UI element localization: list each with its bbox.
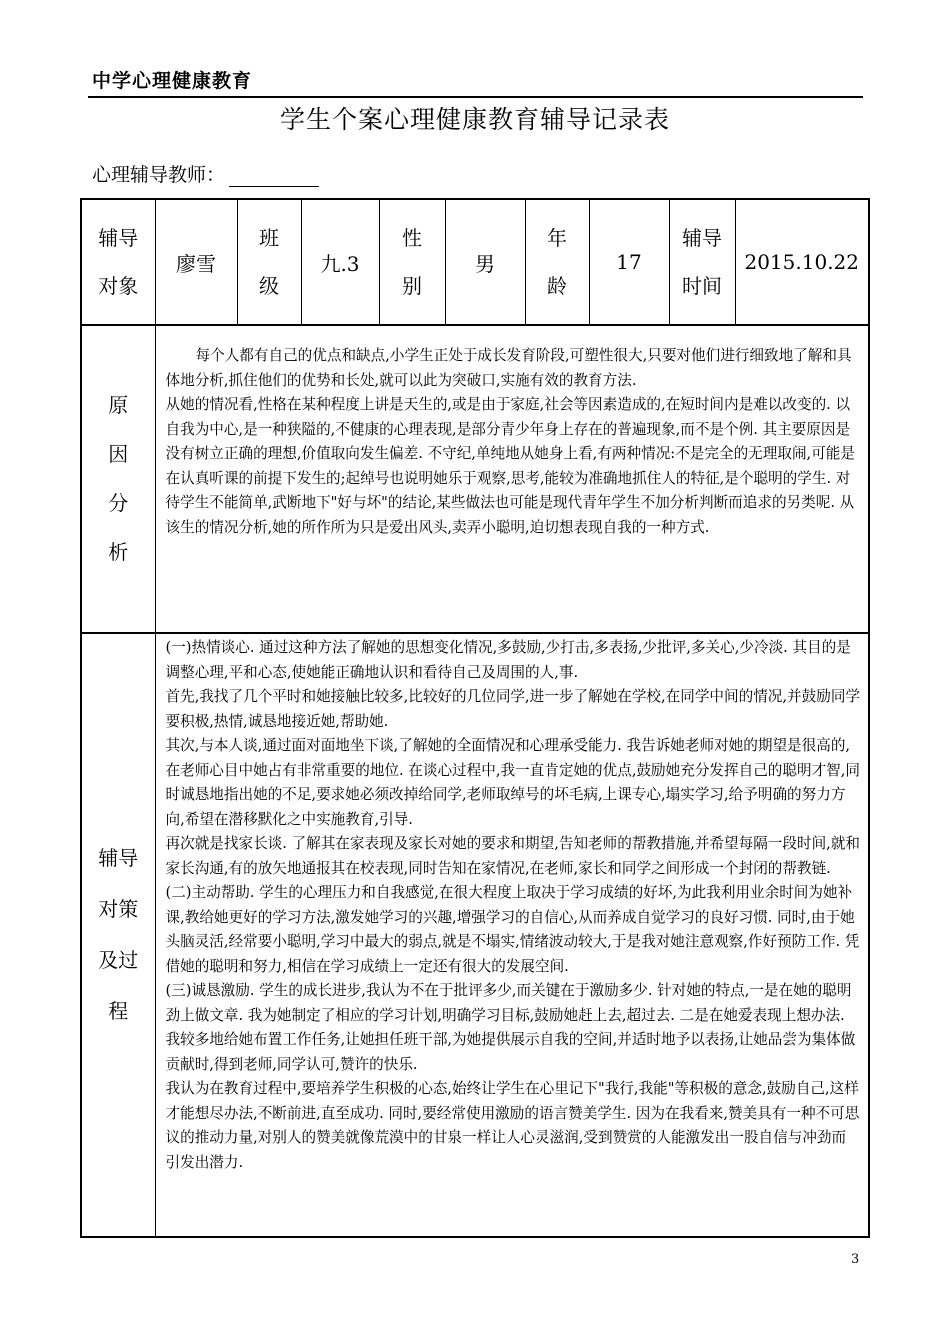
strategy-label-cell [81, 633, 155, 1237]
strategy-label-line: 辅导 [98, 846, 139, 870]
age-label-cell [525, 199, 589, 325]
cause-label-char: 分 [108, 491, 129, 515]
strategy-content [155, 633, 869, 1237]
strategy-label-line: 对策 [98, 897, 139, 921]
time-label-line2: 时间 [682, 274, 722, 298]
strategy-label-line: 及过 [98, 948, 139, 972]
cause-paragraph: 从她的情况看,性格在某种程度上讲是天生的,或是由于家庭,社会等因素造成的,在短时间内是难以改变的. 以自我为中心,是一种狭隘的,不健康的心理表现,是部分青少年身上存在的普遍现象,而不是个例. 其主要原因是没有树立正确的理想,价值取向发生偏差. 不守纪,单纯地从她身上看,有两种情况:不是完全的无理取闹,可能是在认真听课的前提下发生的;起绰号也说明她乐于观察,思考,能较为准确地抓住人的特征,是个聪明的学生. 对待学生不能简单,武断地下"好与坏"的结论,某些做法也可能是现代青年学生不加分析判断而追求的另类呢. 从该生的情况分析,她的所作所为只是爱出风头,卖弄小聪明,迫切想表现自我的一种方式. [165, 396, 855, 536]
strategy-label-line: 程 [108, 999, 129, 1023]
record-table [80, 198, 870, 1238]
teacher-blank-line [229, 164, 319, 187]
page-title: 学生个案心理健康教育辅导记录表 [279, 105, 670, 134]
teacher-field [92, 160, 319, 187]
cause-row [81, 325, 869, 633]
strategy-paragraph: (三)诚恳激励. 学生的成长进步,我认为不在于批评多少,而关键在于激励多少. 针对她的特点,一是在她的聪明劲上做文章. 我为她制定了相应的学习计划,明确学习目标,鼓励她赶上去,超过去. 二是在她爱表现上想办法. 我较多地给她布置工作任务,让她担任班干部,为她提供展示自我的空间,并适时地予以表扬,让她品尝为集体做贡献时,得到老师,同学认可,赞许的快乐. [165, 982, 856, 1073]
strategy-paragraph: 我认为在教育过程中,要培养学生积极的心态,始终让学生在心里记下"我行,我能"等积极的意念,鼓励自己,这样才能想尽办法,不断前进,直至成功. 同时,要经常使用激励的语言赞美学生. 因为在我看来,赞美具有一种不可思议的推动力量,对别人的赞美就像荒漠中的甘泉一样让人心灵滋润,受到赞赏的人能激发出一股自信与冲劲而引发出潜力. [165, 1080, 860, 1171]
gender-label-line1: 性 [402, 226, 422, 250]
cause-paragraph: 每个人都有自己的优点和缺点,小学生正处于成长发育阶段,可塑性很大,只要对他们进行细致地了解和具体地分析,抓住他们的优势和长处,就可以此为突破口,实施有效的教育方法. [165, 347, 852, 389]
strategy-paragraph: (二)主动帮助. 学生的心理压力和自我感觉,在很大程度上取决于学习成绩的好坏,为此我利用业余时间为她补课,教给她更好的学习方法,激发她学习的兴趣,增强学习的自信心,从而养成自觉学习的良好习惯. 同时,由于她头脑灵活,经常要小聪明,学习中最大的弱点,就是不塌实,情绪波动较大,于是我对她注意观察,作好预防工作. 凭借她的聪明和努力,相信在学习成绩上一定还有很大的发展空间. [165, 884, 860, 975]
strategy-paragraph: 首先,我找了几个平时和她接触比较多,比较好的几位同学,进一步了解她在学校,在同学中间的情况,并鼓励同学要积极,热情,诚恳地接近她,帮助她. [165, 688, 861, 730]
cause-content [155, 325, 869, 633]
class-label-line2: 级 [259, 274, 279, 298]
target-label-line1: 辅导 [98, 226, 139, 250]
target-value: 廖雪 [155, 199, 237, 325]
gender-value: 男 [445, 199, 525, 325]
cause-label-char: 析 [108, 540, 129, 564]
running-header: 中学心理健康教育 [92, 70, 253, 92]
cause-label-char: 原 [108, 393, 129, 417]
class-label-line1: 班 [259, 226, 279, 250]
age-label-line2: 龄 [547, 274, 567, 298]
cause-label-cell [81, 325, 155, 633]
age-label-line1: 年 [547, 226, 567, 250]
class-label-cell [237, 199, 301, 325]
strategy-paragraph: 其次,与本人谈,通过面对面地坐下谈,了解她的全面情况和心理承受能力. 我告诉她老师对她的期望是很高的,在老师心目中她占有非常重要的地位. 在谈心过程中,我一直肯定她的优点,鼓励她充分发挥自己的聪明才智,同时诚恳地指出她的不足,要求她必须改掉给同学,老师取绰号的坏毛病,上课专心,塌实学习,给予明确的努力方向,希望在潜移默化之中实施教育,引导. [165, 737, 861, 828]
target-label-line2: 对象 [98, 274, 139, 298]
gender-label-line2: 别 [402, 274, 422, 298]
gender-label-cell [379, 199, 445, 325]
class-value: 九.3 [301, 199, 379, 325]
info-row [81, 199, 869, 325]
time-label-line1: 辅导 [682, 226, 722, 250]
cause-label-char: 因 [108, 442, 129, 466]
age-value: 17 [589, 199, 669, 325]
page-number: 3 [851, 1252, 860, 1267]
strategy-paragraph: 再次就是找家长谈. 了解其在家表现及家长对她的要求和期望,告知老师的帮教措施,并希望每隔一段时间,就和家长沟通,有的放矢地通报其在校表现,同时告知在家情况,在老师,家长和同学之间形成一个封闭的帮教链. [165, 835, 861, 877]
time-value: 2015.10.22 [735, 199, 869, 325]
time-label-cell [669, 199, 735, 325]
header-rule [88, 96, 863, 98]
strategy-row [81, 633, 869, 1237]
target-label-cell [81, 199, 155, 325]
teacher-label: 心理辅导教师： [92, 164, 226, 186]
strategy-paragraph: (一)热情谈心. 通过这种方法了解她的思想变化情况,多鼓励,少打击,多表扬,少批评,多关心,少冷淡. 其目的是调整心理,平和心态,使她能正确地认识和看待自己及周围的人,事. [165, 639, 851, 681]
